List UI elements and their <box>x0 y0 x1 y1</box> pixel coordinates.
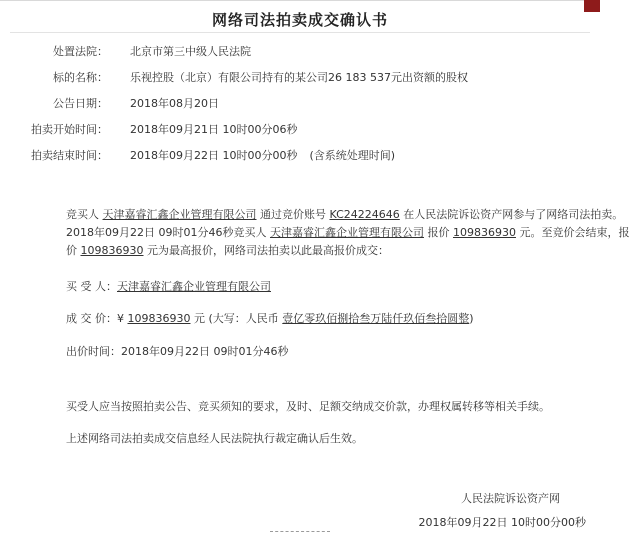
end-time-value: 2018年09月22日 10时00分00秒 <box>130 149 298 162</box>
paragraph-line <box>66 224 629 242</box>
buyer-obligation-paragraph: 买受人应当按照拍卖公告、竞买须知的要求，及时、足额交纳成交价款，办理权属转移等相关手续。 <box>66 400 550 413</box>
title-divider <box>10 32 590 33</box>
deal-price-end: ) <box>469 312 474 325</box>
bid-time-line: 出价时间：2018年09月22日 09时01分46秒 <box>66 345 289 358</box>
info-row-start-time <box>0 122 600 138</box>
currency-symbol: ¥ <box>117 312 128 325</box>
text-fragment: 通过竞价账号 <box>256 208 330 221</box>
info-label: 拍卖结束时间： <box>31 149 108 162</box>
deal-price-line <box>66 310 586 328</box>
info-value: 北京市第三中级人民法院 <box>130 45 251 58</box>
info-label: 处置法院： <box>53 45 108 58</box>
document-title: 网络司法拍卖成交确认书 <box>211 11 388 29</box>
text-fragment: 2018年09月22日 09时01分46秒竞买人 <box>66 226 270 239</box>
buyer-value: 天津嘉睿汇鑫企业管理有限公司 <box>117 280 271 293</box>
info-label: 标的名称： <box>53 71 108 84</box>
deal-price-value: 109836930 <box>127 312 191 325</box>
info-row-subject <box>0 70 600 86</box>
buyer-name: 天津嘉睿汇鑫企业管理有限公司 <box>102 208 257 221</box>
deal-price-mid: 元 (大写：人民币 <box>190 312 283 325</box>
top-divider <box>0 0 600 1</box>
info-value: 乐视控股（北京）有限公司持有的某公司26 183 537元出资额的股权 <box>130 71 468 84</box>
text-fragment: 在人民法院诉讼资产网参与了网络司法拍卖。 <box>399 208 624 221</box>
info-row-end-time <box>0 148 600 164</box>
signature-date: 2018年09月22日 10时00分00秒 <box>418 516 586 529</box>
text-fragment: 报价 <box>423 226 453 239</box>
signature-organization: 人民法院诉讼资产网 <box>461 492 560 505</box>
end-time-note: (含系统处理时间) <box>309 149 396 162</box>
buyer-label: 买 受 人： <box>66 280 117 293</box>
auction-result-paragraph <box>66 206 629 260</box>
bid-price: 109836930 <box>452 226 516 239</box>
text-fragment: 竞买人 <box>66 208 103 221</box>
info-row-announce-date <box>0 96 600 112</box>
account-number: KC24224646 <box>329 208 400 221</box>
info-value <box>130 148 395 164</box>
info-label: 公告日期： <box>53 97 108 110</box>
info-label: 拍卖开始时间： <box>31 123 108 136</box>
paragraph-line <box>66 206 624 224</box>
text-fragment: 元为最高报价，网络司法拍卖以此最高报价成交： <box>143 244 389 257</box>
info-row-court <box>0 44 600 60</box>
text-fragment: 价 <box>66 244 81 257</box>
page-cut-line <box>270 531 330 536</box>
paragraph-line <box>66 242 586 260</box>
effectiveness-paragraph: 上述网络司法拍卖成交信息经人民法院执行裁定确认后生效。 <box>66 432 363 445</box>
highest-price: 109836930 <box>80 244 144 257</box>
deal-price-label: 成 交 价： <box>66 312 117 325</box>
text-fragment: 元。至竞价会结束，报 <box>515 226 629 239</box>
info-value: 2018年08月20日 <box>130 97 219 110</box>
buyer-line <box>66 278 586 296</box>
info-value: 2018年09月21日 10时00分06秒 <box>130 123 298 136</box>
deal-price-uppercase: 壹亿零玖佰捌拾叁万陆仟玖佰叁拾圆整 <box>282 312 470 325</box>
buyer-name: 天津嘉睿汇鑫企业管理有限公司 <box>269 226 424 239</box>
